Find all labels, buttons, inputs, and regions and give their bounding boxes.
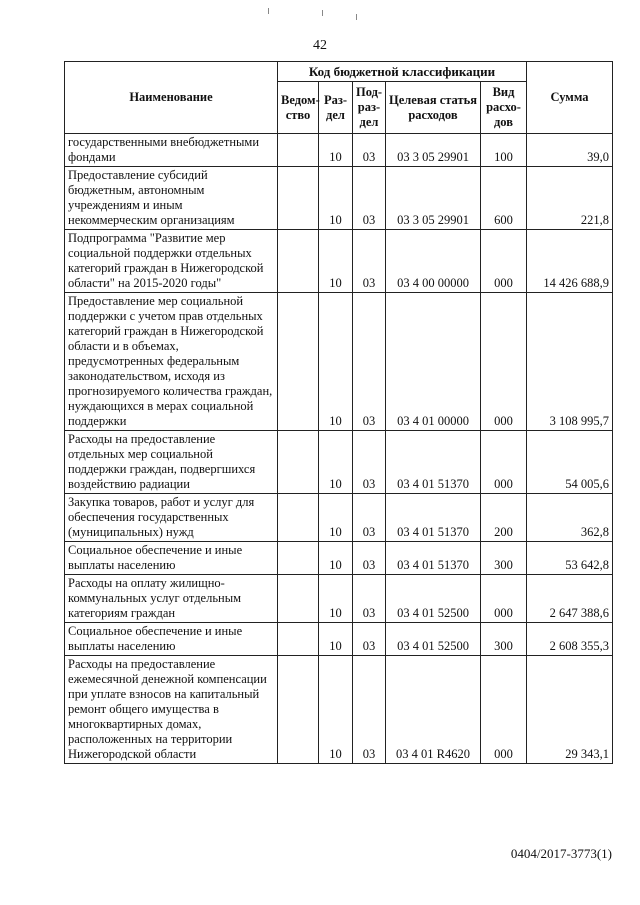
row-expense-type-cell: 300 [481, 623, 527, 656]
table-row [65, 230, 613, 293]
row-podrazdel-cell: 03 [353, 494, 386, 542]
row-vedomstvo-cell [278, 542, 319, 575]
row-target-article-cell: 03 4 01 00000 [386, 293, 481, 431]
header-razdel: Раз-дел [319, 82, 353, 134]
page-number: 42 [313, 38, 327, 53]
row-target-article-cell: 03 4 00 00000 [386, 230, 481, 293]
table-row [65, 494, 613, 542]
row-expense-type-cell: 000 [481, 575, 527, 623]
row-podrazdel-cell: 03 [353, 431, 386, 494]
row-vedomstvo-cell [278, 656, 319, 764]
table-row [65, 293, 613, 431]
row-vedomstvo-cell [278, 134, 319, 167]
row-vedomstvo-cell [278, 494, 319, 542]
row-sum-cell: 39,0 [527, 134, 613, 167]
row-expense-type-cell: 000 [481, 656, 527, 764]
row-razdel-cell: 10 [319, 293, 353, 431]
row-vedomstvo-cell [278, 293, 319, 431]
row-target-article-cell: 03 4 01 52500 [386, 623, 481, 656]
row-name-cell: Социальное обеспечение и иные выплаты населению [65, 542, 278, 575]
budget-table [64, 61, 613, 764]
row-razdel-cell: 10 [319, 230, 353, 293]
table-row [65, 134, 613, 167]
row-sum-cell: 14 426 688,9 [527, 230, 613, 293]
row-target-article-cell: 03 4 01 51370 [386, 542, 481, 575]
row-podrazdel-cell: 03 [353, 293, 386, 431]
row-podrazdel-cell: 03 [353, 575, 386, 623]
row-name-cell: Предоставление субсидий бюджетным, автономным учреждениям и иным некоммерческим организациям [65, 167, 278, 230]
row-sum-cell: 54 005,6 [527, 431, 613, 494]
table-row [65, 575, 613, 623]
table-row [65, 431, 613, 494]
row-target-article-cell: 03 4 01 R4620 [386, 656, 481, 764]
header-expense-type: Вид расхо-дов [481, 82, 527, 134]
table-row [65, 656, 613, 764]
row-podrazdel-cell: 03 [353, 167, 386, 230]
row-name-cell: Подпрограмма "Развитие мер социальной поддержки отдельных категорий граждан в Нижегородской области" на 2015-2020 годы" [65, 230, 278, 293]
row-razdel-cell: 10 [319, 656, 353, 764]
row-razdel-cell: 10 [319, 431, 353, 494]
row-vedomstvo-cell [278, 623, 319, 656]
header-budget-classification: Код бюджетной классификации [278, 62, 527, 82]
row-sum-cell: 362,8 [527, 494, 613, 542]
row-name-cell: Закупка товаров, работ и услуг для обеспечения государственных (муниципальных) нужд [65, 494, 278, 542]
row-expense-type-cell: 200 [481, 494, 527, 542]
table-row [65, 167, 613, 230]
row-razdel-cell: 10 [319, 542, 353, 575]
row-name-cell: государственными внебюджетными фондами [65, 134, 278, 167]
row-podrazdel-cell: 03 [353, 134, 386, 167]
header-sum: Сумма [527, 62, 613, 134]
row-name-cell: Расходы на предоставление ежемесячной денежной компенсации при уплате взносов на капитальный ремонт общего имущества в многоквартирных домах, расположенных на территории Нижегородской области [65, 656, 278, 764]
header-vedomstvo: Ведом-ство [278, 82, 319, 134]
scan-artifact [322, 10, 323, 16]
row-podrazdel-cell: 03 [353, 230, 386, 293]
row-razdel-cell: 10 [319, 575, 353, 623]
table-body [65, 134, 613, 764]
row-vedomstvo-cell [278, 230, 319, 293]
row-expense-type-cell: 000 [481, 431, 527, 494]
table-row [65, 623, 613, 656]
row-expense-type-cell: 000 [481, 293, 527, 431]
row-sum-cell: 3 108 995,7 [527, 293, 613, 431]
row-podrazdel-cell: 03 [353, 623, 386, 656]
row-razdel-cell: 10 [319, 167, 353, 230]
row-expense-type-cell: 000 [481, 230, 527, 293]
scan-artifact [356, 14, 357, 20]
row-podrazdel-cell: 03 [353, 656, 386, 764]
header-target-article: Целевая статья расходов [386, 82, 481, 134]
row-sum-cell: 221,8 [527, 167, 613, 230]
row-name-cell: Социальное обеспечение и иные выплаты населению [65, 623, 278, 656]
row-target-article-cell: 03 4 01 52500 [386, 575, 481, 623]
row-expense-type-cell: 300 [481, 542, 527, 575]
row-razdel-cell: 10 [319, 623, 353, 656]
row-name-cell: Расходы на оплату жилищно-коммунальных услуг отдельным категориям граждан [65, 575, 278, 623]
row-sum-cell: 2 608 355,3 [527, 623, 613, 656]
header-podrazdel: Под-раз-дел [353, 82, 386, 134]
row-expense-type-cell: 100 [481, 134, 527, 167]
row-sum-cell: 2 647 388,6 [527, 575, 613, 623]
row-target-article-cell: 03 3 05 29901 [386, 167, 481, 230]
row-target-article-cell: 03 4 01 51370 [386, 494, 481, 542]
row-name-cell: Расходы на предоставление отдельных мер социальной поддержки граждан, подвергшихся воздействию радиации [65, 431, 278, 494]
header-name: Наименование [65, 62, 278, 134]
row-target-article-cell: 03 4 01 51370 [386, 431, 481, 494]
row-name-cell: Предоставление мер социальной поддержки с учетом прав отдельных категорий граждан в Нижегородской области и в объемах, предусмотренных федеральным законодательством, исходя из прогнозируемого количества граждан, нуждающихся в мерах социальной поддержки [65, 293, 278, 431]
row-podrazdel-cell: 03 [353, 542, 386, 575]
row-vedomstvo-cell [278, 575, 319, 623]
table-row [65, 542, 613, 575]
row-target-article-cell: 03 3 05 29901 [386, 134, 481, 167]
row-sum-cell: 29 343,1 [527, 656, 613, 764]
row-vedomstvo-cell [278, 167, 319, 230]
scan-artifact [268, 8, 269, 14]
row-sum-cell: 53 642,8 [527, 542, 613, 575]
row-razdel-cell: 10 [319, 494, 353, 542]
document-code: 0404/2017-3773(1) [510, 846, 612, 861]
row-expense-type-cell: 600 [481, 167, 527, 230]
row-vedomstvo-cell [278, 431, 319, 494]
row-razdel-cell: 10 [319, 134, 353, 167]
